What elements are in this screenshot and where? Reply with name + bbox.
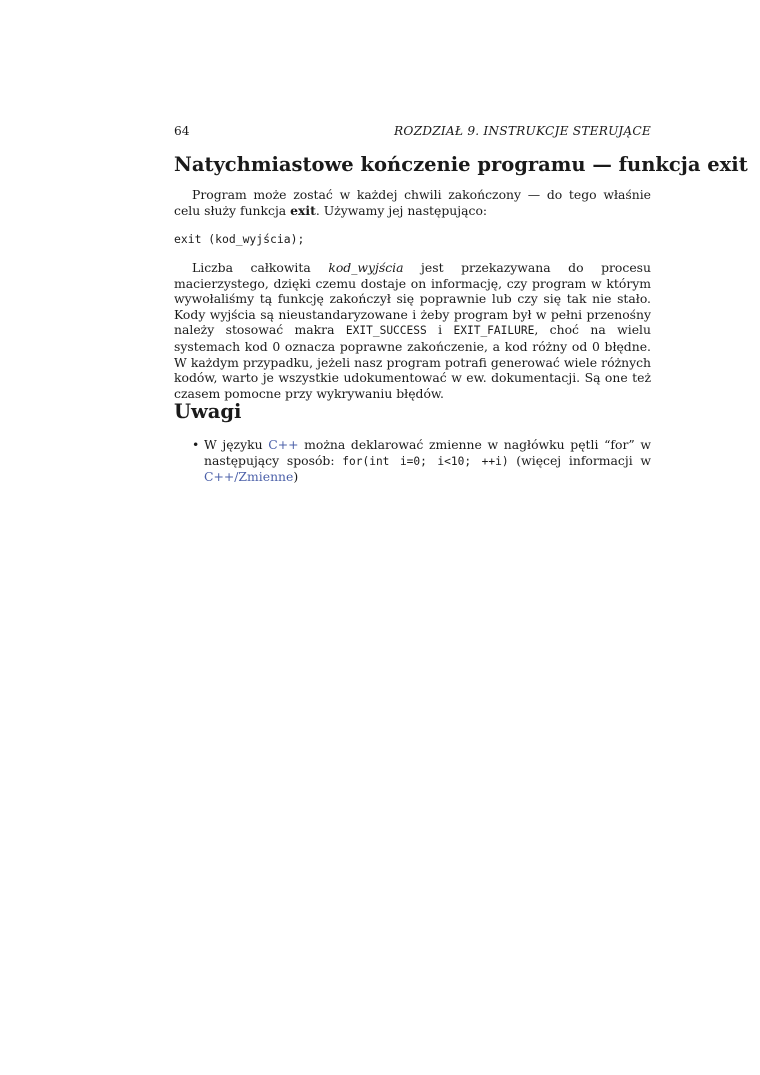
- paragraph-exit-codes: [174, 260, 651, 401]
- bullet-icon: •: [192, 437, 200, 452]
- intro-text-1: Program może zostać w każdej chwili zakończony — do tego właśnie celu służy funkcja: [174, 187, 651, 218]
- link-cpp-zmienne[interactable]: C++/Zmienne: [204, 469, 294, 485]
- note-text-b: można deklarować zmienne w nagłówku pętli “for” w następujący sposób:: [204, 437, 651, 468]
- note-text-a: W języku: [204, 437, 269, 452]
- macro-exit-success: EXIT_SUCCESS: [345, 324, 427, 338]
- exit-keyword: exit: [290, 202, 316, 218]
- intro-text-2: . Używamy jej następująco:: [315, 202, 488, 218]
- note-text-c: (więcej informacji w: [508, 452, 651, 468]
- exit-text-c: i: [426, 322, 454, 338]
- note-text-d: ): [293, 469, 299, 485]
- kod-wyjscia-term: kod_wyjścia: [328, 260, 404, 275]
- page-header: [174, 124, 651, 138]
- exit-text-d: , choć na wielu systemach kod 0 oznacza poprawne zakończenie, a kod różny od 0 błędne. W każdym przypadku, jeżeli nasz program potrafi generować wiele różnych kodów, warto je wszystkie udokumentować w ew. dokumentacji. Są one też czasem pomocne przy wykrywaniu błędów.: [174, 322, 651, 401]
- for-loop-code: for(int i=0; i<10; ++i): [342, 454, 509, 468]
- chapter-title: ROZDZIAŁ 9. INSTRUKCJE STERUJĄCE: [394, 124, 651, 138]
- link-cpp[interactable]: C++: [268, 437, 299, 452]
- list-item: [174, 437, 651, 485]
- page-number: 64: [174, 124, 190, 138]
- section-title-exit: Natychmiastowe kończenie programu — funkcja exit: [174, 153, 748, 176]
- paragraph-intro: [174, 187, 651, 218]
- code-snippet-exit: exit (kod_wyjścia);: [174, 232, 305, 246]
- section-title-uwagi: Uwagi: [174, 400, 242, 423]
- macro-exit-failure: EXIT_FAILURE: [453, 324, 535, 338]
- exit-text-b: jest przekazywana do procesu macierzystego, dzięki czemu dostaje on informację, czy program w którym wywołaliśmy tą funkcję zakończył się poprawnie lub czy się tak nie stało. Kody wyjścia są nieustandaryzowane i żeby program był w pełni przenośny należy stosować makra: [174, 260, 651, 338]
- notes-list: [174, 437, 651, 485]
- exit-text-a: Liczba całkowita: [192, 260, 329, 275]
